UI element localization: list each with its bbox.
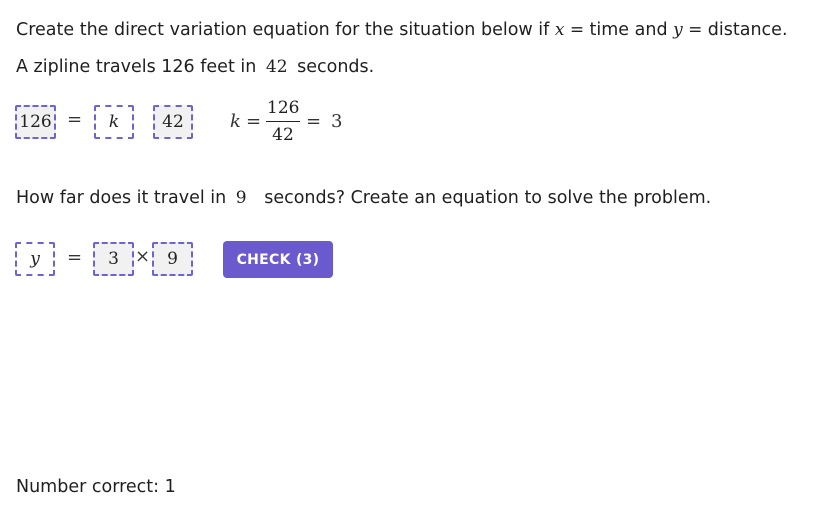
multiply-sign: × — [135, 246, 151, 267]
instruction-text: Create the direct variation equation for the situation below if x = time and y = distance. — [16, 20, 788, 40]
x-value-answer: 9 — [167, 249, 178, 269]
distance-input-box[interactable] — [15, 105, 56, 139]
k-input-box[interactable] — [94, 105, 134, 139]
time-input-box[interactable] — [153, 105, 193, 139]
equals-sign-2: = — [67, 247, 83, 268]
problem-statement: A zipline travels 126 feet in 42 seconds. — [16, 57, 375, 77]
distance-value: 126 — [19, 112, 52, 132]
number-correct-label: Number correct: 1 — [16, 477, 176, 497]
k-value: 3 — [331, 111, 343, 132]
k-symbol: k — [108, 112, 120, 132]
x-value-input-box[interactable] — [152, 242, 193, 276]
k-label: k — [230, 111, 241, 132]
y-input-box[interactable] — [15, 242, 55, 276]
k-equals-sign: = — [246, 111, 262, 132]
equals-sign: = — [67, 109, 83, 130]
question-text: How far does it travel in 9 seconds? Create an equation to solve the problem. — [16, 188, 712, 208]
check-button[interactable]: CHECK (3) — [223, 241, 333, 278]
time-value: 42 — [162, 112, 184, 132]
fraction-numerator: 126 — [267, 98, 300, 118]
k-fraction — [266, 98, 300, 145]
result-equals-sign: = — [306, 111, 322, 132]
fraction-bar — [266, 121, 300, 122]
k-value-answer: 3 — [108, 249, 119, 269]
y-symbol: y — [30, 249, 40, 269]
k-value-input-box[interactable] — [93, 242, 134, 276]
fraction-denominator: 42 — [272, 125, 294, 145]
